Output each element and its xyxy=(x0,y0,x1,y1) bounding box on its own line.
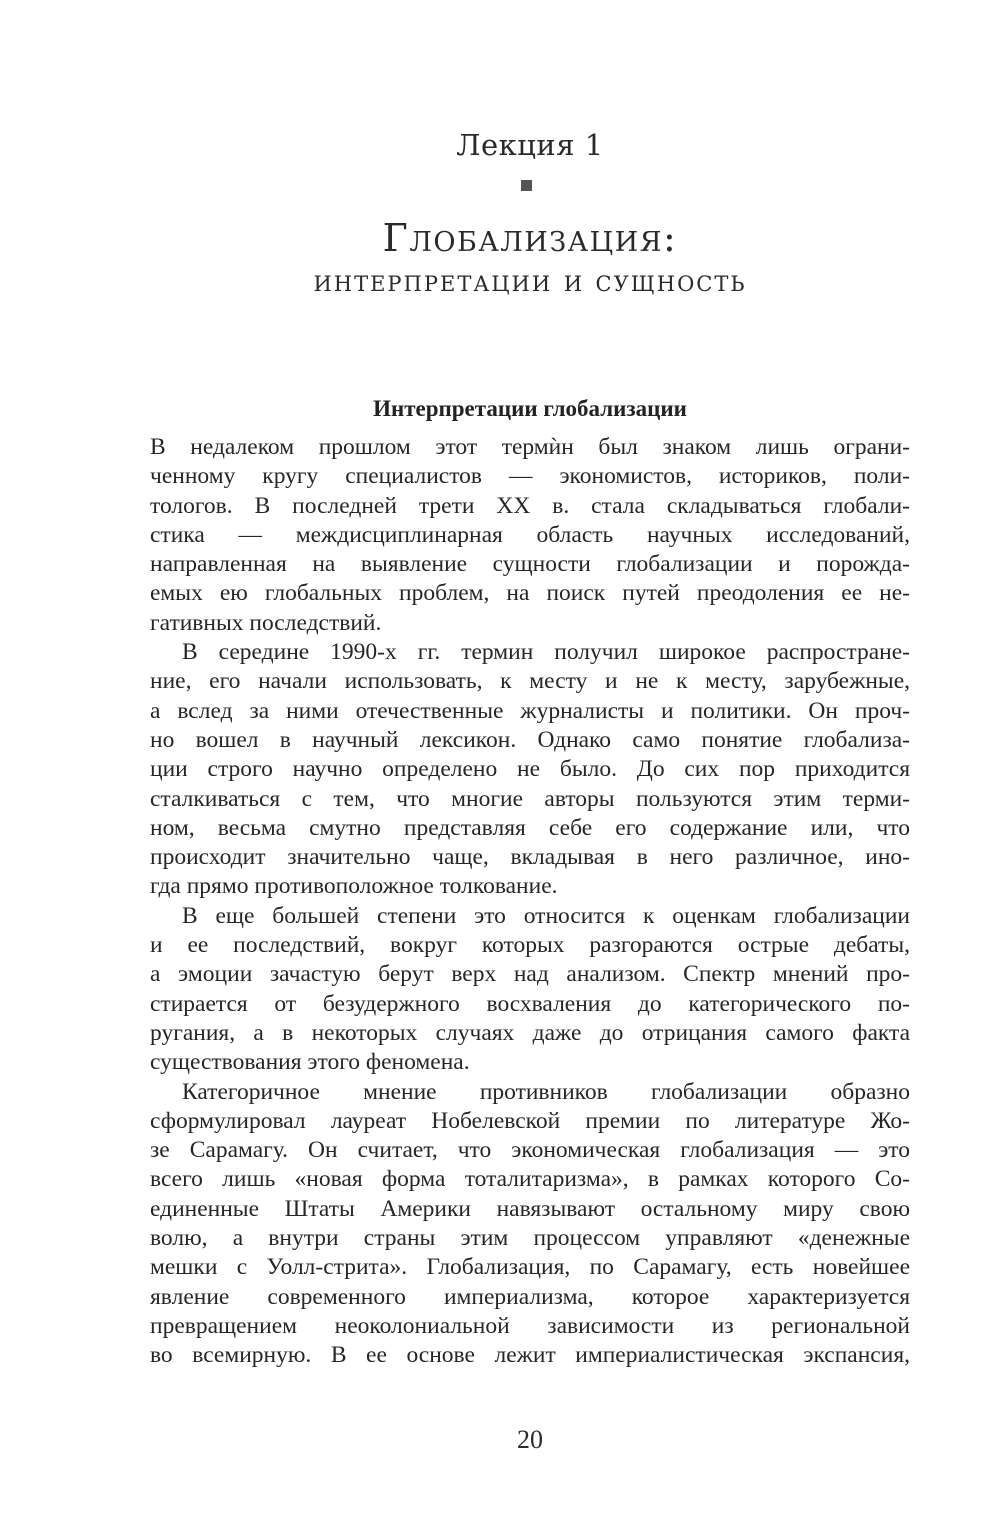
text-line: ругания, а в некоторых случаях даже до отрицания самого факта xyxy=(150,1019,910,1046)
text-line: а эмоции зачастую берут верх над анализом. Спектр мнений про- xyxy=(150,961,910,988)
text-line: превращением неоколониальной зависимости из региональной xyxy=(150,1312,910,1339)
text-line: ние, его начали использовать, к месту и не к месту, зарубежные, xyxy=(150,668,910,695)
text-line: явление современного империализма, которое характеризуется xyxy=(150,1283,910,1310)
lecture-label: Лекция 1 xyxy=(456,128,604,162)
text-line: всего лишь «новая форма тоталитаризма», в рамках которого Со- xyxy=(150,1166,910,1193)
text-line: ции строго научно определено не было. До сих пор приходится xyxy=(150,756,910,783)
text-line: Категоричное мнение противников глобализации образно xyxy=(182,1078,910,1105)
text-line: сталкиваться с тем, что многие авторы пользуются этим терми- xyxy=(150,785,910,812)
page-number: 20 xyxy=(517,1425,543,1454)
paragraph-1 xyxy=(150,433,910,638)
text-line: и ее последствий, вокруг которых разгораются острые дебаты, xyxy=(150,932,910,959)
text-line: ченному кругу специалистов — экономистов, историков, поли- xyxy=(150,463,910,490)
text-line: зе Сарамагу. Он считает, что экономическая глобализация — это xyxy=(150,1137,910,1164)
text-line: волю, а внутри страны этим процессом управляют «денежные xyxy=(150,1225,910,1252)
text-line: происходит значительно чаще, вкладывая в него различное, ино- xyxy=(150,844,910,871)
text-line: сформулировал лауреат Нобелевской премии по литературе Жо- xyxy=(150,1107,910,1134)
text-line: во всемирную. В ее основе лежит империалистическая экспансия, xyxy=(150,1342,910,1369)
text-line: гативных последствий. xyxy=(150,609,382,636)
paragraph-2 xyxy=(150,638,910,902)
text-line: но вошел в научный лексикон. Однако само понятие глобализа- xyxy=(150,726,910,753)
text-line: стирается от безудержного восхваления до категорического по- xyxy=(150,990,910,1017)
text-line: единенные Штаты Америки навязывают остальному миру свою xyxy=(150,1195,910,1222)
ornament-square-icon xyxy=(521,180,532,191)
text-line: а вслед за ними отечественные журналисты и политики. Он проч- xyxy=(150,697,910,724)
text-line: существования этого феномена. xyxy=(150,1049,470,1076)
text-line: В недалеком прошлом этот термѝн был знаком лишь ограни- xyxy=(150,434,910,460)
text-line: ном, весьма смутно представляя себе его содержание или, что xyxy=(150,814,910,841)
text-line: тологов. В последней трети XX в. стала складываться глобали- xyxy=(150,492,910,519)
body-text xyxy=(150,433,910,1371)
text-line: емых ею глобальных проблем, на поиск путей преодоления ее не- xyxy=(150,580,910,607)
paragraph-3 xyxy=(150,902,910,1078)
text-line: В еще большей степени это относится к оценкам глобализации xyxy=(182,902,910,929)
text-line: гда прямо противоположное толкование. xyxy=(150,873,558,900)
text-line: стика — междисциплинарная область научных исследований, xyxy=(150,521,910,548)
text-line: мешки с Уолл-стрита». Глобализация, по Сарамагу, есть новейшее xyxy=(150,1254,910,1281)
paragraph-4 xyxy=(150,1078,910,1371)
text-line: В середине 1990-х гг. термин получил широкое распростране- xyxy=(182,639,910,666)
text-line: направленная на выявление сущности глобализации и порожда- xyxy=(150,551,910,578)
chapter-title-line-1: Глобализация: xyxy=(382,216,678,260)
section-heading: Интерпретации глобализации xyxy=(373,396,687,421)
chapter-title-line-2: интерпретации и сущность xyxy=(313,264,747,299)
